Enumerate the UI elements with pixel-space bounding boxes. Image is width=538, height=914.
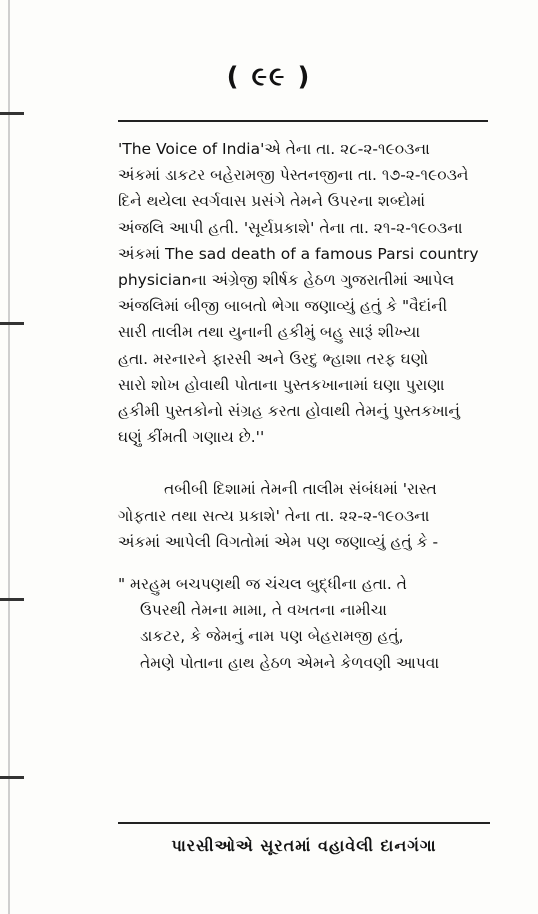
text-line: હતા. મરનારને ફારસી અને ઉરદુ ભ્હાશા તરફ ઘણો	[118, 349, 429, 368]
text-line: તબીબી દિશામાં તેમની તાલીમ સંબંધમાં 'રાસ્ત	[164, 480, 437, 499]
footer-rule	[118, 822, 490, 824]
text-line: 'The Voice of India'એ તેના તા. ૨૮-૨-૧૯૦૩ના	[118, 140, 430, 158]
header-rule	[118, 120, 488, 122]
quote-line: ઉપરથી તેમના મામા, તે વખતના નામીચા	[140, 601, 387, 620]
page-number: ( ૯૯ )	[226, 62, 312, 92]
text-line: સારી તાલીમ તથા યુનાની હકીમું બહુ સારૂં શીખ્યા	[118, 323, 421, 342]
binding-mark	[0, 112, 24, 115]
text-line: અંકમાં ડાકટર બહેરામજી પેસ્તનજીના તા. ૧૭-૨-૧૯૦૩ને	[118, 166, 469, 185]
text-line: હકીમી પુસ્તકોનો સંગ્રહ કરતા હોવાથી તેમનું પુસ્તકખાનું	[118, 402, 460, 421]
body-text	[118, 136, 490, 676]
text-line: દિને થયેલા સ્વર્ગવાસ પ્રસંગે તેમને ઉપરના શબ્દોમાં	[118, 192, 426, 211]
text-line: ઘણું કીંમતી ગણાય છે.''	[118, 428, 265, 447]
text-line: અંજલિમાં બીજી બાબતો ભેગા જણાવ્યું હતું કે "વૈદાંની	[118, 297, 448, 316]
running-footer: પારસીઓએ સૂરતમાં વહાવેલી દાનગંગા	[171, 836, 437, 855]
text-line: અંકમાં The sad death of a famous Parsi country	[118, 244, 479, 263]
text-line: સારો શોખ હોવાથી પોતાના પુસ્તકખાનામાં ઘણા પુરાણા	[118, 375, 445, 394]
quote-line: " મરહુમ બચપણથી જ ચંચલ બુદ્ધીના હતા. તે	[118, 575, 407, 594]
paragraph-2	[118, 476, 490, 555]
text-line: અંકમાં આપેલી વિગતોમાં એમ પણ જણાવ્યું હતું કે -	[118, 532, 439, 551]
quote-line: તેમણે પોતાના હાથ હેઠળ એમને કેળવણી આપવા	[140, 653, 440, 672]
text-line: ગોફતાર તથા સત્ય પ્રકાશે' તેના તા. ૨૨-૨-૧૯૦૩ના	[118, 506, 430, 525]
binding-mark	[0, 322, 24, 325]
quote-line: ડાકટર, કે જેમનું નામ પણ બેહરામજી હતું,	[140, 627, 404, 646]
text-line: અંજલિ આપી હતી. 'સૂર્યપ્રકાશે' તેના તા. ૨૧-૨-૧૯૦૩ના	[118, 218, 463, 237]
quotation-block	[118, 571, 490, 676]
paragraph-1	[118, 136, 490, 450]
text-line: physicianના અંગ્રેજી શીર્ષક હેઠળ ગુજરાતીમાં આપેલ	[118, 271, 455, 290]
binding-mark	[0, 598, 24, 601]
binding-mark	[0, 776, 24, 779]
